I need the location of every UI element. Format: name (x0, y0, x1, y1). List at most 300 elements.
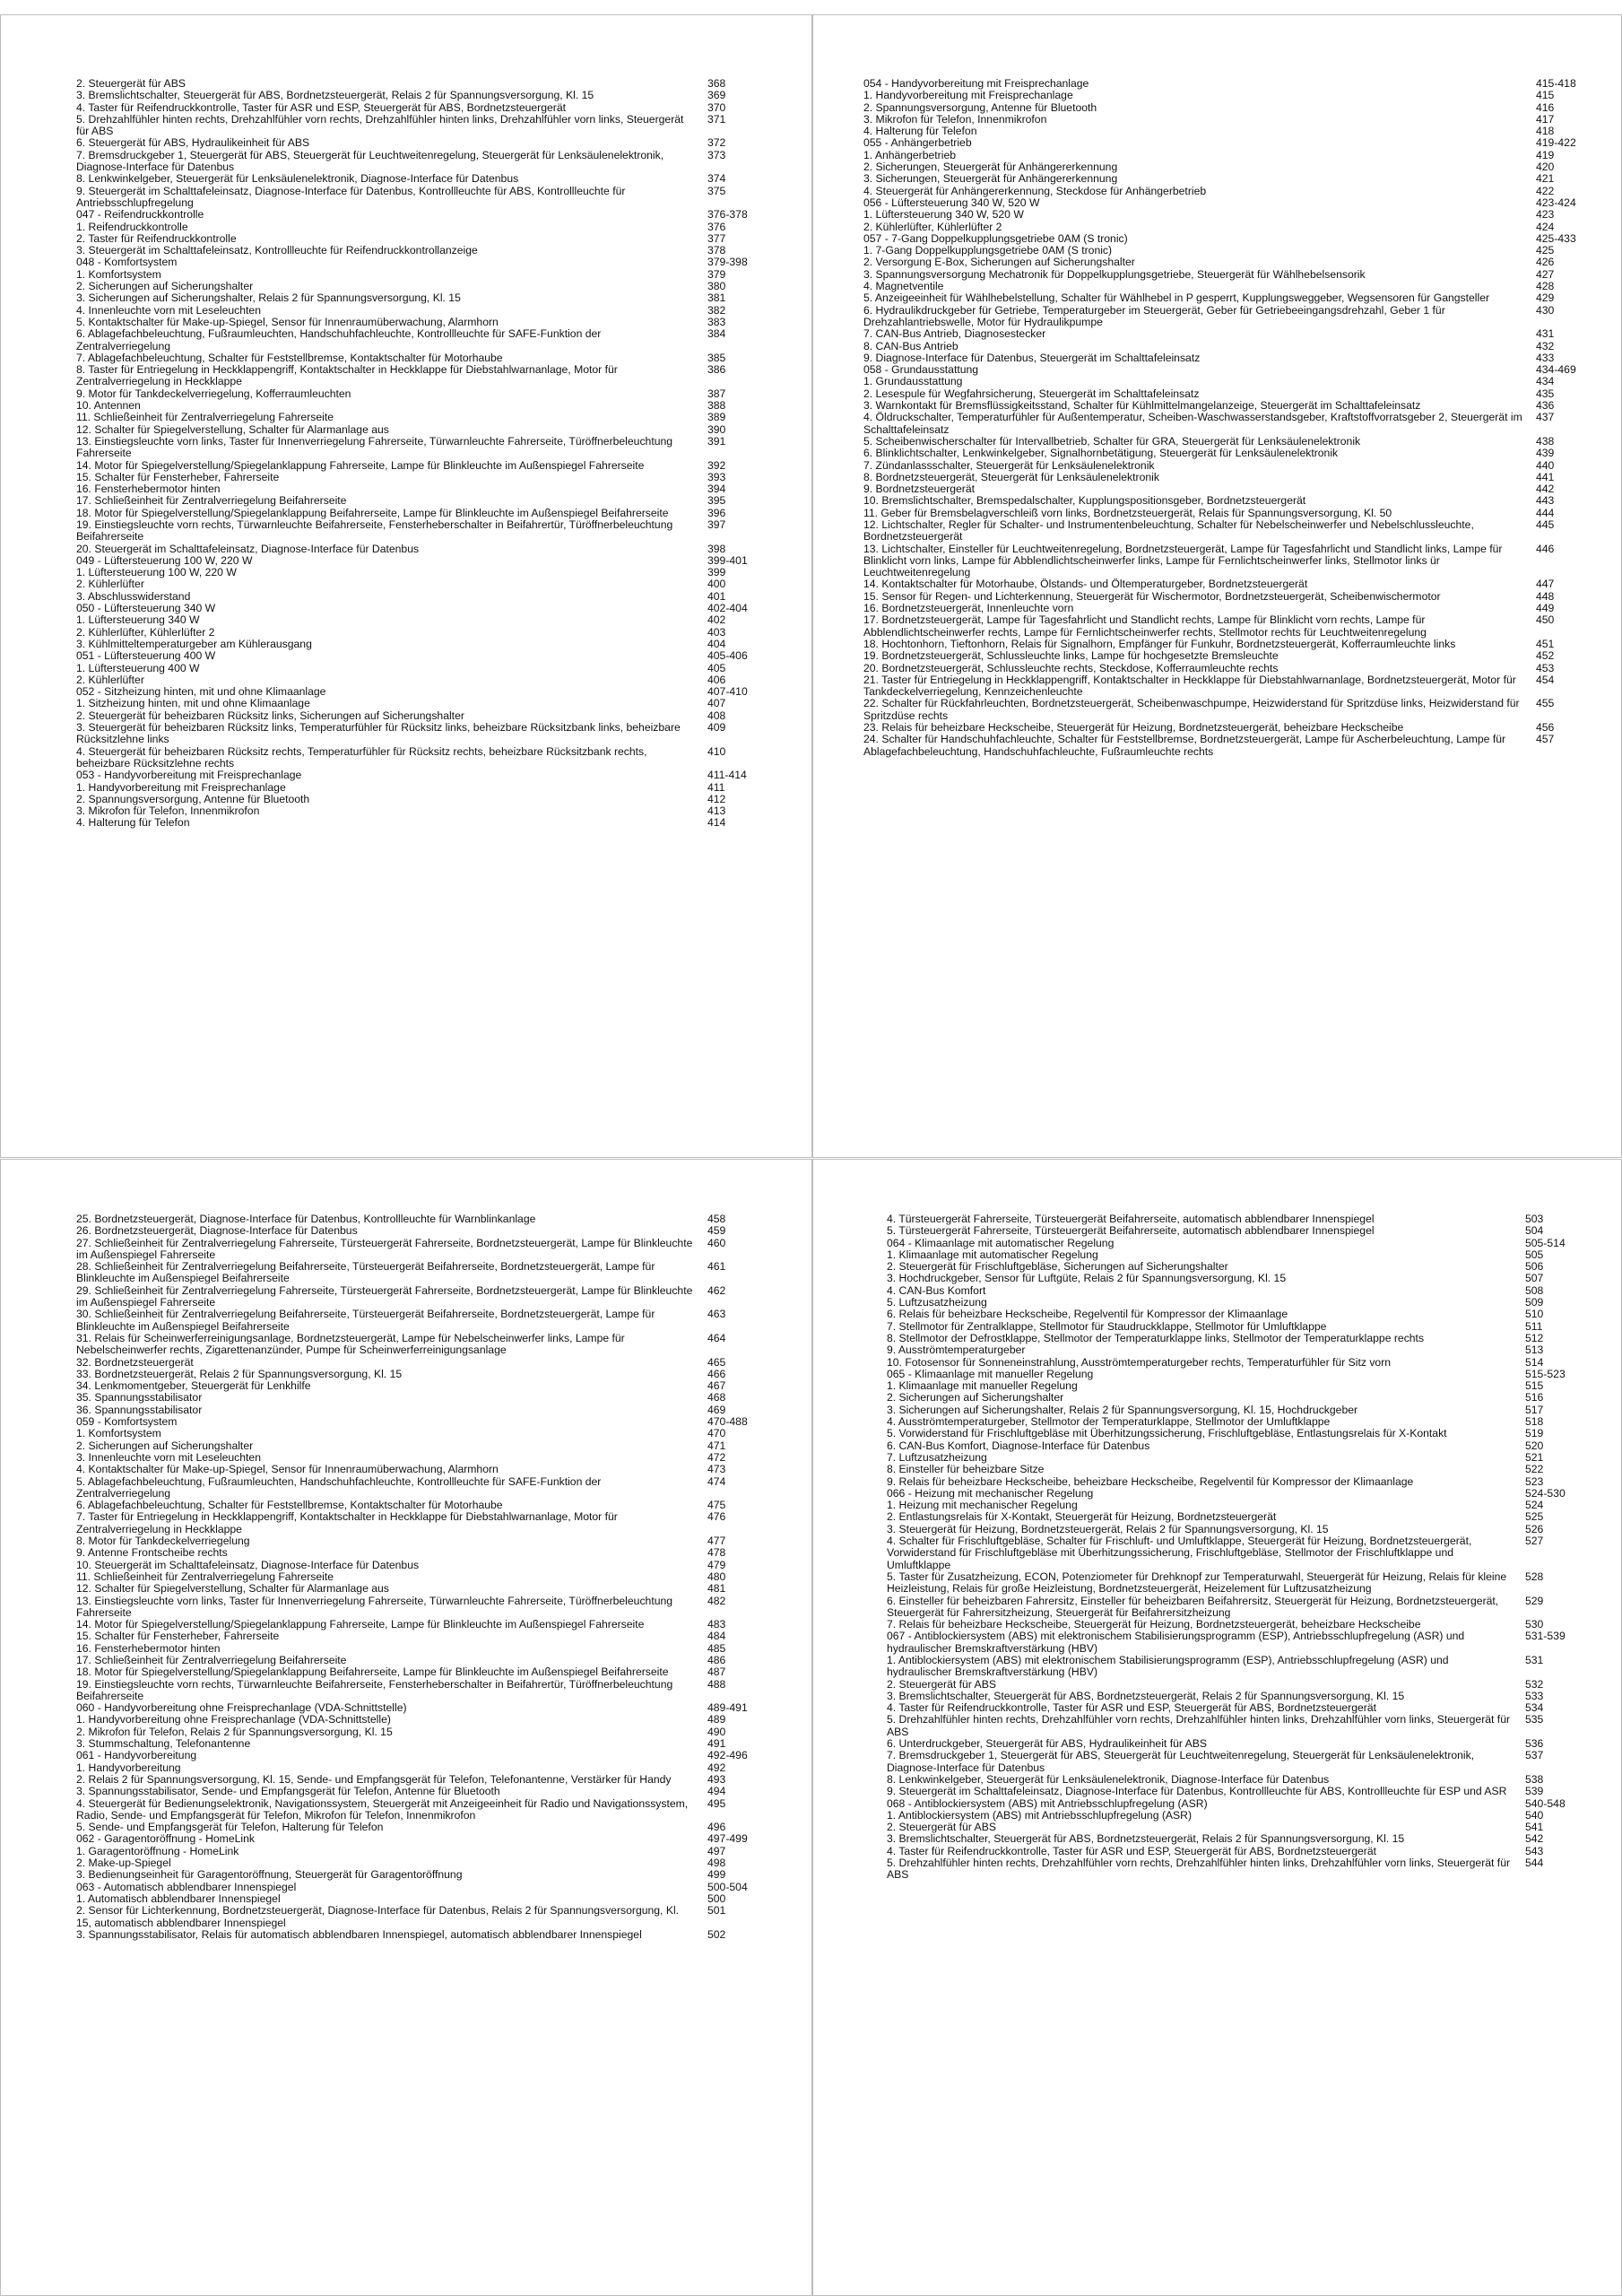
toc-entry-title: 17. Bordnetzsteuergerät, Lampe für Tagesfahrlicht und Standlicht rechts, Lampe für Blinklicht vorn rechts, Lampe für Abblendlichtscheinwerfer rechts, Lampe für Fernlichtscheinwerfer rechts, Stellmotor rechts für Leuchtweitenregelung (863, 613, 1427, 639)
toc-entry (76, 1655, 758, 1666)
toc-entry-page: 423-424 (1536, 196, 1576, 209)
toc-entry-title: 3. Bremslichtschalter, Steuergerät für ABS, Bordnetzsteuergerät, Relais 2 für Spannungsversorgung, Kl. 15 (76, 89, 594, 102)
toc-entry-title: 6. Hydraulikdruckgeber für Getriebe, Temperaturgeber im Steuergerät, Geber für Getriebeeingangsdrehzahl, Geber 1 für Drehzahlantriebswelle, Motor für Hydraulikpumpe (863, 303, 1445, 328)
toc-entry-title: 6. Blinklichtschalter, Lenkwinkelgeber, Signalhornbetätigung, Steuergerät für Lenksäulenelektronik (863, 447, 1339, 460)
toc-entry (887, 1273, 1577, 1284)
toc-section-entry (887, 1238, 1577, 1249)
toc-entry-page: 422 (1536, 184, 1555, 197)
toc-entry (76, 222, 758, 233)
toc-entry-title: 057 - 7-Gang Doppelkupplungsgetriebe 0AM (S tronic) (863, 231, 1128, 245)
toc-entry (887, 1285, 1577, 1297)
toc-entry-title: 33. Bordnetzsteuergerät, Relais 2 für Spannungsversorgung, Kl. 15 (76, 1367, 403, 1380)
toc-entry-page: 428 (1536, 280, 1555, 293)
toc-entry-title: 8. Bordnetzsteuergerät, Steuergerät für Lenksäulenelektronik (863, 470, 1159, 483)
toc-entry (863, 591, 1588, 603)
toc-entry-title: 3. Sicherungen auf Sicherungshalter, Relais 2 für Spannungsversorgung, Kl. 15, Hochdruckgeber (887, 1403, 1358, 1416)
toc-entry-title: 14. Motor für Spiegelverstellung/Spiegelanklappung Fahrerseite, Lampe für Blinkleuchte im Außenspiegel Fahrerseite (76, 458, 645, 472)
toc-entry-title: 4. Steuergerät für Anhängererkennung, Steckdose für Anhängerbetrieb (863, 184, 1207, 197)
toc-entry (863, 639, 1588, 650)
toc-entry (887, 1702, 1577, 1714)
toc-entry-page: 538 (1525, 1772, 1544, 1786)
toc-entry (887, 1655, 1577, 1679)
toc-entry-page: 438 (1536, 434, 1555, 448)
toc-entry (76, 245, 758, 257)
toc-entry-page: 500 (707, 1892, 726, 1905)
toc-entry (76, 782, 758, 794)
toc-section-entry (76, 209, 758, 221)
toc-entry-title: 2. Steuergerät für ABS (887, 1677, 996, 1691)
toc-entry-page: 509 (1525, 1296, 1544, 1309)
toc-entry-title: 36. Spannungsstabilisator (76, 1403, 203, 1416)
toc-entry-page: 449 (1536, 602, 1555, 615)
toc-entry-title: 6. Relais für beheizbare Heckscheibe, Regelventil für Kompressor der Klimaanlage (887, 1308, 1288, 1321)
toc-entry (76, 1476, 758, 1500)
toc-entry (887, 1213, 1577, 1225)
toc-entry (76, 352, 758, 364)
toc-entry-title: 1. Anhängerbetrieb (863, 148, 956, 161)
toc-entry-page: 527 (1525, 1535, 1544, 1548)
toc-entry (863, 698, 1588, 722)
toc-entry (76, 1726, 758, 1738)
toc-entry-page: 369 (707, 89, 726, 102)
toc-entry-title: 14. Motor für Spiegelverstellung/Spiegelanklappung Fahrerseite, Lampe für Blinkleuchte im Außenspiegel Fahrerseite (76, 1618, 645, 1631)
toc-entry-title: 5. Vorwiderstand für Frischluftgebläse mit Überhitzungssicherung, Frischluftgebläse, Entlastungsrelais für X-Kontakt (887, 1427, 1447, 1440)
toc-entry-page: 417 (1536, 112, 1555, 126)
toc-entry-title: 4. Schalter für Frischluftgebläse, Schalter für Frischluft- und Umluftklappe, Steuergerät für Heizung, Bordnetzsteuergerät, Vorwiderstand für Frischluftgebläse mit Überhitzungssicherung, Frischluftgebläse, Stellmotor der Frischluftklappe und Umluftklappe (887, 1535, 1472, 1571)
toc-entry-page: 490 (707, 1725, 726, 1738)
toc-entry (76, 114, 758, 138)
toc-entry-title: 3. Steuergerät im Schalttafeleinsatz, Kontrollleuchte für Reifendruckkontrollanzeige (76, 244, 478, 257)
toc-entry-page: 432 (1536, 339, 1555, 352)
toc-entry-page: 421 (1536, 172, 1555, 186)
toc-entry (863, 722, 1588, 734)
toc-entry (887, 1452, 1577, 1464)
toc-entry-page: 454 (1536, 673, 1555, 686)
toc-entry-page: 543 (1525, 1844, 1544, 1857)
toc-entry-title: 10. Steuergerät im Schalttafeleinsatz, Diagnose-Interface für Datenbus (76, 1558, 420, 1571)
toc-entry (887, 1810, 1577, 1822)
toc-entry-page: 394 (707, 483, 726, 496)
toc-entry-page: 521 (1525, 1450, 1544, 1464)
toc-entry-title: 048 - Komfortsystem (76, 256, 178, 269)
toc-entry-title: 3. Steuergerät für beheizbaren Rücksitz links, Temperaturfühler für Rücksitz links, beheizbare Rücksitzbank links, beheizbare Rücksitzlehne links (76, 721, 681, 746)
toc-entry-title: 5. Sende- und Empfangsgerät für Telefon, Halterung für Telefon (76, 1821, 384, 1834)
toc-entry-title: 13. Lichtschalter, Einsteller für Leuchtweitenregelung, Bordnetzsteuergerät, Lampe für Tagesfahrlicht und Standlicht links, Lampe für Blinklicht vorn links, Lampe für Abblendlichtscheinwerfer links, Lampe für Fernlichtscheinwerfer links, Stellmotor links ür Leuchtweitenregelung (863, 542, 1503, 579)
toc-entry-page: 473 (707, 1463, 726, 1476)
toc-entry-page: 378 (707, 244, 726, 257)
toc-entry-page: 427 (1536, 267, 1555, 281)
toc-section-entry (76, 257, 758, 268)
toc-entry-title: 22. Schalter für Rückfahrleuchten, Bordnetzsteuergerät, Scheibenwaschpumpe, Heizwiderstand für Spritzdüse links, Heizwiderstand für Spritzdüse rechts (863, 697, 1520, 722)
toc-entry-title: 3. Bremslichtschalter, Steuergerät für ABS, Bordnetzsteuergerät, Relais 2 für Spannungsversorgung, Kl. 15 (887, 1832, 1405, 1846)
toc-entry-page: 442 (1536, 483, 1555, 496)
toc-entry-page: 395 (707, 494, 726, 508)
toc-entry-page: 495 (707, 1796, 726, 1810)
toc-entry-page: 431 (1536, 327, 1555, 341)
toc-entry-page: 541 (1525, 1821, 1544, 1834)
toc-entry-page: 407 (707, 697, 726, 710)
toc-entry-page: 520 (1525, 1439, 1544, 1452)
toc-entry-page: 510 (1525, 1308, 1544, 1321)
toc-entry-title: 21. Taster für Entriegelung in Heckklappengriff, Kontaktschalter in Heckklappe für Diebstahlwarnanlage, Bordnetzsteuergerät, Motor für Tankdeckelverriegelung, Kennzeichenleuchte (863, 673, 1516, 699)
toc-entry-title: 1. Klimaanlage mit manueller Regelung (887, 1379, 1078, 1393)
toc-entry-page: 522 (1525, 1463, 1544, 1476)
toc-entry-title: 065 - Klimaanlage mit manueller Regelung (887, 1367, 1094, 1380)
toc-entry (76, 1762, 758, 1774)
toc-entry-title: 6. Steuergerät für ABS, Hydraulikeinheit für ABS (76, 136, 310, 150)
toc-entry-title: 2. Steuergerät für beheizbaren Rücksitz links, Sicherungen auf Sicherungshalter (76, 709, 464, 722)
toc-entry-title: 4. Halterung für Telefon (863, 125, 977, 138)
toc-entry-page: 443 (1536, 494, 1555, 508)
toc-entry-page: 489 (707, 1713, 726, 1726)
toc-entry (887, 1261, 1577, 1273)
toc-entry-page: 405-406 (707, 649, 748, 663)
toc-entry-page: 505-514 (1525, 1236, 1566, 1249)
toc-entry-page: 385 (707, 351, 726, 364)
toc-entry-title: 17. Schließeinheit für Zentralverriegelung Beifahrerseite (76, 494, 347, 508)
toc-entry-title: 18. Motor für Spiegelverstellung/Spiegelanklappung Beifahrerseite, Lampe für Blinkleuchte im Außenspiegel Beifahrerseite (76, 1665, 669, 1679)
toc-entry-title: 10. Bremslichtschalter, Bremspedalschalter, Kupplungspositionsgeber, Bordnetzsteuergerät (863, 494, 1306, 508)
toc-entry-page: 487 (707, 1665, 726, 1679)
toc-entry-title: 12. Schalter für Spiegelverstellung, Schalter für Alarmanlage aus (76, 1582, 389, 1596)
toc-entry (76, 1547, 758, 1559)
toc-entry-title: 32. Bordnetzsteuergerät (76, 1355, 194, 1369)
toc-entry-title: 064 - Klimaanlage mit automatischer Regelung (887, 1236, 1115, 1249)
toc-entry (887, 1464, 1577, 1475)
toc-entry (887, 1774, 1577, 1786)
toc-entry-page: 516 (1525, 1391, 1544, 1405)
toc-entry (76, 186, 758, 210)
toc-entry-page: 416 (1536, 100, 1555, 114)
toc-entry-title: 19. Einstiegsleuchte vorn rechts, Türwarnleuchte Beifahrerseite, Fensterheberschalter in Beifahrertür, Türöffnerbeleuchtung Beifahrerseite (76, 517, 673, 544)
toc-entry-title: 7. Luftzusatzheizung (887, 1450, 987, 1464)
toc-entry-page: 386 (707, 363, 726, 377)
toc-entry-page: 500-504 (707, 1880, 748, 1893)
toc-entry-page: 492-496 (707, 1749, 748, 1762)
toc-entry-title: 7. Taster für Entriegelung in Heckklappengriff, Kontaktschalter in Heckklappe für Diebstahlwarnanlage, Motor für Zentralverriegelung in Heckklappe (76, 1510, 618, 1535)
toc-entry (863, 352, 1588, 364)
toc-entry (76, 1213, 758, 1225)
toc-entry-title: 12. Schalter für Spiegelverstellung, Schalter für Alarmanlage aus (76, 422, 389, 436)
toc-entry-page: 466 (707, 1367, 726, 1380)
toc-entry-page: 451 (1536, 637, 1555, 650)
toc-entry-page: 402 (707, 613, 726, 627)
toc-entry (887, 1357, 1577, 1369)
toc-entry-title: 9. Motor für Tankdeckelverriegelung, Kofferraumleuchten (76, 387, 351, 400)
toc-entry-title: 3. Stummschaltung, Telefonantenne (76, 1737, 251, 1751)
toc-entry-page: 423 (1536, 208, 1555, 222)
toc-entry (863, 114, 1588, 126)
toc-entry-title: 061 - Handyvorbereitung (76, 1749, 197, 1762)
toc-entry-page: 519 (1525, 1427, 1544, 1440)
toc-entry-title: 19. Einstiegsleuchte vorn rechts, Türwarnleuchte Beifahrerseite, Fensterheberschalter in Beifahrertür, Türöffnerbeleuchtung Beifahrerseite (76, 1677, 673, 1702)
toc-entry-page: 437 (1536, 411, 1555, 424)
toc-entry-title: 4. Taster für Reifendruckkontrolle, Taster für ASR und ESP, Steuergerät für ABS, Bordnetzsteuergerät (887, 1701, 1377, 1715)
toc-entry (76, 472, 758, 483)
toc-entry-page: 480 (707, 1570, 726, 1583)
toc-entry-title: 1. Sitzheizung hinten, mit und ohne Klimaanlage (76, 697, 310, 710)
toc-entry (863, 412, 1588, 436)
toc-entry-title: 054 - Handyvorbereitung mit Freisprechanlage (863, 78, 1089, 90)
toc-entry-title: 5. Drehzahlfühler hinten rechts, Drehzahlfühler vorn rechts, Drehzahlfühler hinten links, Drehzahlfühler vorn links, Steuergerät für ABS (76, 112, 684, 138)
toc-entry-page: 440 (1536, 458, 1555, 472)
toc-entry (887, 1405, 1577, 1416)
toc-entry-title: 11. Geber für Bremsbelagverschleiß vorn links, Bordnetzsteuergerät, Relais für Spannungsversorgung, Kl. 50 (863, 506, 1392, 519)
toc-entry-page: 372 (707, 136, 726, 150)
toc-entry-title: 15. Schalter für Fensterheber, Fahrerseite (76, 1630, 280, 1643)
toc-entry-title: 7. Bremsdruckgeber 1, Steuergerät für ABS, Steuergerät für Leuchtweitenregelung, Steuergerät für Lenksäulenelektronik, Diagnose-Interface für Datenbus (76, 148, 664, 174)
toc-entry (863, 436, 1588, 448)
toc-entry-title: 20. Bordnetzsteuergerät, Schlussleuchte rechts, Steckdose, Kofferraumleuchte rechts (863, 661, 1279, 674)
toc-entry-page: 491 (707, 1737, 726, 1751)
toc-list (887, 1213, 1577, 2263)
toc-entry-title: 6. Unterdruckgeber, Steuergerät für ABS, Hydraulikeinheit für ABS (887, 1737, 1208, 1751)
toc-entry-page: 419 (1536, 148, 1555, 161)
toc-entry-page: 375 (707, 184, 726, 197)
toc-entry-title: 4. CAN-Bus Komfort (887, 1283, 986, 1297)
toc-entry-title: 053 - Handyvorbereitung mit Freisprechanlage (76, 769, 302, 782)
toc-entry (863, 674, 1588, 699)
toc-entry (76, 1798, 758, 1822)
toc-entry (887, 1535, 1577, 1571)
toc-entry (76, 424, 758, 436)
toc-entry (887, 1476, 1577, 1488)
toc-entry (887, 1309, 1577, 1320)
toc-entry (76, 460, 758, 472)
toc-entry-page: 374 (707, 172, 726, 186)
toc-entry (76, 364, 758, 388)
toc-entry (76, 1596, 758, 1620)
toc-entry-page: 420 (1536, 161, 1555, 174)
toc-entry (76, 173, 758, 185)
toc-entry-title: 3. Bremslichtschalter, Steuergerät für ABS, Bordnetzsteuergerät, Relais 2 für Spannungsversorgung, Kl. 15 (887, 1689, 1405, 1702)
toc-section-entry (76, 1750, 758, 1761)
toc-entry-page: 379 (707, 267, 726, 281)
toc-entry-title: 1. Grundausstattung (863, 375, 963, 388)
toc-entry-page: 376 (707, 220, 726, 233)
toc-entry-title: 27. Schließeinheit für Zentralverriegelung Fahrerseite, Türsteuergerät Fahrerseite, Bordnetzsteuergerät, Lampe für Blinkleuchte im Außenspiegel Fahrerseite (76, 1236, 693, 1261)
toc-entry-page: 448 (1536, 589, 1555, 603)
toc-entry-title: 24. Schalter für Handschuhfachleuchte, Schalter für Feststellbremse, Bordnetzsteuergerät, Lampe für Ascherbeleuchtung, Lampe für Ablagefachbeleuchtung, Handschuhfachleuchte, Fußraumleuchte rechts (863, 733, 1506, 758)
toc-entry-title: 2. Entlastungsrelais für X-Kontakt, Steuergerät für Heizung, Bordnetzsteuergerät (887, 1510, 1277, 1524)
toc-entry-page: 474 (707, 1474, 726, 1488)
toc-entry-title: 14. Kontaktschalter für Motorhaube, Ölstands- und Öltemperaturgeber, Bordnetzsteuergerät (863, 578, 1308, 591)
toc-entry-title: 1. Handyvorbereitung mit Freisprechanlage (863, 89, 1073, 102)
toc-entry-title: 2. Taster für Reifendruckkontrolle (76, 231, 237, 245)
toc-entry-page: 488 (707, 1677, 726, 1691)
toc-entry (887, 1750, 1577, 1774)
toc-entry-title: 19. Bordnetzsteuergerät, Schlussleuchte links, Lampe für hochgesetzte Bremsleuchte (863, 649, 1279, 663)
toc-entry (887, 1571, 1577, 1596)
toc-entry-page: 494 (707, 1785, 726, 1798)
toc-entry-page: 436 (1536, 399, 1555, 413)
toc-entry-page: 452 (1536, 649, 1555, 663)
toc-entry-page: 514 (1525, 1355, 1544, 1369)
toc-entry (863, 126, 1588, 137)
toc-entry-title: 2. Steuergerät für Frischluftgebläse, Sicherungen auf Sicherungshalter (887, 1260, 1228, 1274)
toc-entry-page: 429 (1536, 291, 1555, 305)
toc-section-entry (76, 1416, 758, 1428)
toc-entry (863, 400, 1588, 412)
toc-entry-title: 068 - Antiblockiersystem (ABS) mit Antriebsschlupfregelung (ASR) (887, 1796, 1208, 1810)
toc-entry-page: 478 (707, 1546, 726, 1560)
toc-entry-page: 501 (707, 1904, 726, 1918)
toc-entry-page: 477 (707, 1535, 726, 1548)
toc-entry (76, 233, 758, 245)
toc-entry-page: 426 (1536, 256, 1555, 269)
toc-entry (863, 614, 1588, 639)
toc-entry (887, 1297, 1577, 1309)
toc-entry (863, 269, 1588, 281)
toc-entry (863, 292, 1588, 304)
toc-entry-page: 513 (1525, 1344, 1544, 1357)
toc-section-entry (76, 1833, 758, 1845)
toc-entry-title: 8. Motor für Tankdeckelverriegelung (76, 1535, 250, 1548)
toc-entry (863, 544, 1588, 579)
toc-entry-page: 481 (707, 1582, 726, 1596)
toc-entry-page: 383 (707, 315, 726, 328)
toc-entry (887, 1822, 1577, 1833)
toc-entry-page: 472 (707, 1450, 726, 1464)
toc-list (863, 78, 1588, 1109)
toc-section-entry (76, 770, 758, 781)
toc-entry-title: 2. Sicherungen auf Sicherungshalter (76, 1439, 254, 1452)
toc-entry-page: 479 (707, 1558, 726, 1571)
toc-entry-page: 511 (1525, 1319, 1543, 1333)
toc-section-entry (76, 1882, 758, 1893)
toc-entry-title: 2. Versorgung E-Box, Sicherungen auf Sicherungshalter (863, 256, 1135, 269)
toc-entry-title: 13. Einstiegsleuchte vorn links, Taster für Innenverriegelung Fahrerseite, Türwarnleuchte Fahrerseite, Türöffnerbeleuchtung Fahrerseite (76, 1594, 673, 1619)
toc-entry (887, 1524, 1577, 1535)
toc-entry-page: 382 (707, 303, 726, 317)
toc-entry-page: 419-422 (1536, 136, 1576, 150)
toc-entry-page: 497-499 (707, 1832, 748, 1846)
toc-entry-title: 3. Warnkontakt für Bremsflüssigkeitsstand, Schalter für Kühlmittelmangelanzeige, Steuergerät im Schalttafeleinsatz (863, 399, 1421, 413)
toc-entry-title: 8. Lenkwinkelgeber, Steuergerät für Lenksäulenelektronik, Diagnose-Interface für Datenbus (887, 1772, 1330, 1786)
toc-entry-title: 1. Lüftersteuerung 100 W, 220 W (76, 566, 237, 579)
toc-list (76, 1213, 758, 2263)
toc-entry-title: 4. Innenleuchte vorn mit Leseleuchten (76, 303, 261, 317)
toc-entry-title: 4. Taster für Reifendruckkontrolle, Taster für ASR und ESP, Steuergerät für ABS, Bordnetzsteuergerät (76, 100, 567, 114)
toc-entry (76, 519, 758, 544)
toc-entry (887, 1714, 1577, 1738)
toc-entry (863, 650, 1588, 662)
toc-entry (76, 1309, 758, 1333)
toc-entry-page: 401 (707, 589, 726, 603)
toc-entry-page: 455 (1536, 697, 1555, 710)
toc-entry-title: 8. Lenkwinkelgeber, Steuergerät für Lenksäulenelektronik, Diagnose-Interface für Datenbus (76, 172, 519, 186)
toc-entry (76, 746, 758, 770)
toc-entry-title: 1. Handyvorbereitung (76, 1761, 181, 1774)
toc-entry-title: 8. Taster für Entriegelung in Heckklappengriff, Kontaktschalter in Heckklappe für Diebstahlwarnanlage, Motor für Zentralverriegelung in Heckklappe (76, 363, 618, 388)
toc-entry-page: 387 (707, 387, 726, 400)
toc-entry-title: 5. Luftzusatzheizung (887, 1296, 987, 1309)
toc-entry-title: 4. Öldruckschalter, Temperaturfühler für Außentemperatur, Scheiben-Waschwasserstandsgeber, Kraftstoffvorratsgeber 2, Steuergerät im Schalttafeleinsatz (863, 411, 1522, 436)
toc-entry-title: 7. Ablagefachbeleuchtung, Schalter für Feststellbremse, Kontaktschalter für Motorhaube (76, 351, 503, 364)
toc-entry (887, 1500, 1577, 1511)
toc-entry (76, 1822, 758, 1833)
toc-entry-title: 6. Ablagefachbeleuchtung, Schalter für Feststellbremse, Kontaktschalter für Motorhaube (76, 1499, 503, 1512)
toc-entry-title: 062 - Garagentoröffnung - HomeLink (76, 1832, 255, 1846)
toc-entry-page: 470 (707, 1427, 726, 1440)
toc-entry-title: 4. Türsteuergerät Fahrerseite, Türsteuergerät Beifahrerseite, automatisch abblendbarer Innenspiegel (887, 1213, 1375, 1225)
toc-entry-page: 435 (1536, 387, 1555, 400)
toc-entry-title: 4. Halterung für Telefon (76, 816, 190, 830)
toc-entry-page: 540-548 (1525, 1796, 1566, 1810)
toc-entry-page: 388 (707, 399, 726, 413)
toc-entry-title: 051 - Lüftersteuerung 400 W (76, 649, 216, 663)
toc-entry-title: 1. Klimaanlage mit automatischer Regelung (887, 1248, 1098, 1261)
toc-entry-title: 050 - Lüftersteuerung 340 W (76, 602, 216, 615)
toc-entry (76, 495, 758, 507)
toc-entry (76, 90, 758, 101)
toc-entry-page: 444 (1536, 506, 1555, 519)
toc-entry-page: 537 (1525, 1749, 1544, 1762)
toc-entry-page: 496 (707, 1821, 726, 1834)
toc-entry-page: 530 (1525, 1618, 1544, 1631)
toc-entry (863, 341, 1588, 352)
toc-entry-title: 25. Bordnetzsteuergerät, Diagnose-Interface für Datenbus, Kontrollleuchte für Warnblinkanlage (76, 1213, 536, 1225)
toc-entry-page: 483 (707, 1618, 726, 1631)
toc-entry (76, 614, 758, 626)
toc-entry (863, 150, 1588, 161)
toc-entry-page: 463 (707, 1308, 726, 1321)
toc-entry-title: 1. Komfortsystem (76, 1427, 161, 1440)
toc-entry (863, 495, 1588, 507)
document-page-2 (812, 14, 1622, 1158)
toc-entry-title: 3. Sicherungen auf Sicherungshalter, Relais 2 für Spannungsversorgung, Kl. 15 (76, 291, 461, 305)
toc-entry (887, 1249, 1577, 1261)
toc-entry-page: 453 (1536, 661, 1555, 674)
toc-entry-title: 055 - Anhängerbetrieb (863, 136, 972, 150)
toc-entry (76, 1560, 758, 1571)
toc-entry-page: 542 (1525, 1832, 1544, 1846)
toc-entry (76, 805, 758, 817)
toc-entry (76, 328, 758, 352)
toc-entry-title: 7. Relais für beheizbare Heckscheibe, Steuergerät für Heizung, Bordnetzsteuergerät, beheizbare Heckscheibe (887, 1618, 1421, 1631)
toc-entry-title: 1. Handyvorbereitung mit Freisprechanlage (76, 780, 286, 794)
toc-section-entry (887, 1488, 1577, 1500)
toc-entry-title: 5. Anzeigeeinheit für Wählhebelstellung, Schalter für Wählhebel in P gesperrt, Kupplungsweggeber, Wegsensoren für Gangsteller (863, 291, 1490, 305)
toc-entry-page: 544 (1525, 1857, 1544, 1870)
toc-entry-page: 402-404 (707, 602, 748, 615)
toc-entry-page: 424 (1536, 220, 1555, 233)
toc-entry (76, 710, 758, 722)
toc-entry (887, 1225, 1577, 1237)
toc-entry-title: 23. Relais für beheizbare Heckscheibe, Steuergerät für Heizung, Bordnetzsteuergerät, beheizbare Heckscheibe (863, 721, 1404, 735)
toc-entry-page: 411-414 (707, 769, 747, 782)
toc-entry (76, 698, 758, 709)
toc-entry-title: 1. 7-Gang Doppelkupplungsgetriebe 0AM (S tronic) (863, 244, 1113, 257)
toc-entry-title: 2. Sensor für Lichterkennung, Bordnetzsteuergerät, Diagnose-Interface für Datenbus, Relais 2 für Spannungsversorgung, Kl. 15, automatisch abblendbarer Innenspiegel (76, 1904, 680, 1929)
toc-entry (863, 519, 1588, 544)
toc-entry-title: 9. Steuergerät im Schalttafeleinsatz, Diagnose-Interface für Datenbus, Kontrollleuchte für ABS, Kontrollleuchte für ESP und ASR (887, 1785, 1507, 1798)
toc-entry (863, 460, 1588, 472)
toc-entry (76, 567, 758, 578)
toc-entry-title: 29. Schließeinheit für Zentralverriegelung Fahrerseite, Türsteuergerät Fahrerseite, Bordnetzsteuergerät, Lampe für Blinkleuchte im Außenspiegel Fahrerseite (76, 1283, 693, 1309)
toc-entry-page: 492 (707, 1761, 726, 1774)
toc-entry-page: 484 (707, 1630, 726, 1643)
toc-entry-title: 5. Türsteuergerät Fahrerseite, Türsteuergerät Beifahrerseite, automatisch abblendbarer Innenspiegel (887, 1224, 1375, 1238)
toc-entry-page: 515-523 (1525, 1367, 1566, 1380)
toc-entry-title: 5. Taster für Zusatzheizung, ECON, Potenziometer für Drehknopf zur Temperaturwahl, Steuergerät für Heizung, Relais für kleine Heizleistung, Relais für große Heizleistung, Bordnetzsteuergerät, Heizelement für Luftzusatzheizung (887, 1570, 1507, 1596)
toc-entry (76, 1786, 758, 1797)
toc-entry-page: 467 (707, 1379, 726, 1393)
toc-entry (887, 1416, 1577, 1428)
toc-entry-title: 11. Schließeinheit für Zentralverriegelung Fahrerseite (76, 411, 334, 424)
toc-entry (76, 1857, 758, 1869)
toc-entry-page: 464 (707, 1331, 726, 1344)
